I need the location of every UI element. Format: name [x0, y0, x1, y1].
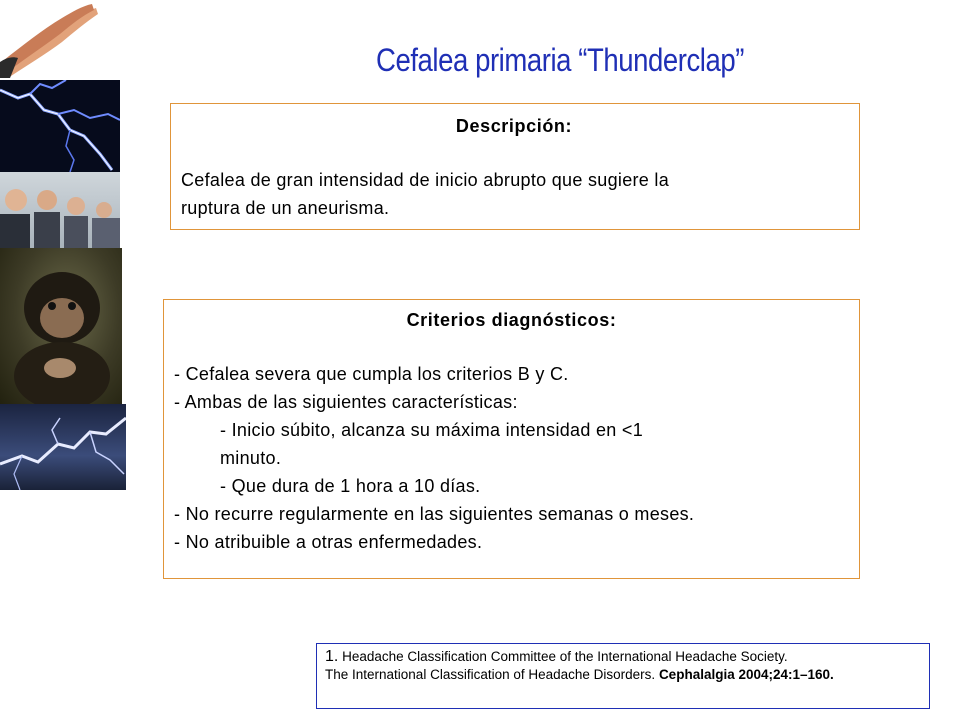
criteria-item: - No atribuible a otras enfermedades. — [174, 532, 483, 552]
reference-journal: Cephalalgia 2004;24:1–160. — [658, 667, 834, 682]
criteria-item: - Cefalea severa que cumpla los criterios B y C. — [174, 364, 569, 384]
description-text-line: ruptura de un aneurisma. — [181, 198, 390, 218]
reference-number: 1. — [325, 648, 339, 665]
storm-lightning-image — [0, 404, 126, 490]
chimpanzee-image — [0, 248, 122, 404]
criteria-heading: Criterios diagnósticos: — [406, 310, 617, 330]
criteria-box — [163, 299, 860, 579]
criteria-item: - No recurre regularmente en las siguientes semanas o meses. — [174, 504, 695, 524]
criteria-subitem: - Que dura de 1 hora a 10 días. — [220, 476, 481, 496]
lightning-image — [0, 80, 120, 172]
clapping-hands-image — [0, 0, 100, 78]
applauding-people-image — [0, 172, 120, 248]
criteria-subitem: - Inicio súbito, alcanza su máxima intensidad en <1 — [220, 420, 644, 440]
reference-box — [316, 643, 930, 709]
description-box — [170, 103, 860, 230]
slide-title: Cefalea primaria “Thunderclap” — [376, 42, 744, 78]
criteria-subitem-continuation: minuto. — [220, 448, 282, 468]
criteria-item: - Ambas de las siguientes características: — [174, 392, 518, 412]
reference-line1: Headache Classification Committee of the International Headache Society. — [342, 649, 788, 664]
reference-line2: The International Classification of Headache Disorders. — [325, 667, 656, 682]
description-text-line: Cefalea de gran intensidad de inicio abrupto que sugiere la — [181, 170, 670, 190]
description-heading: Descripción: — [455, 116, 573, 136]
